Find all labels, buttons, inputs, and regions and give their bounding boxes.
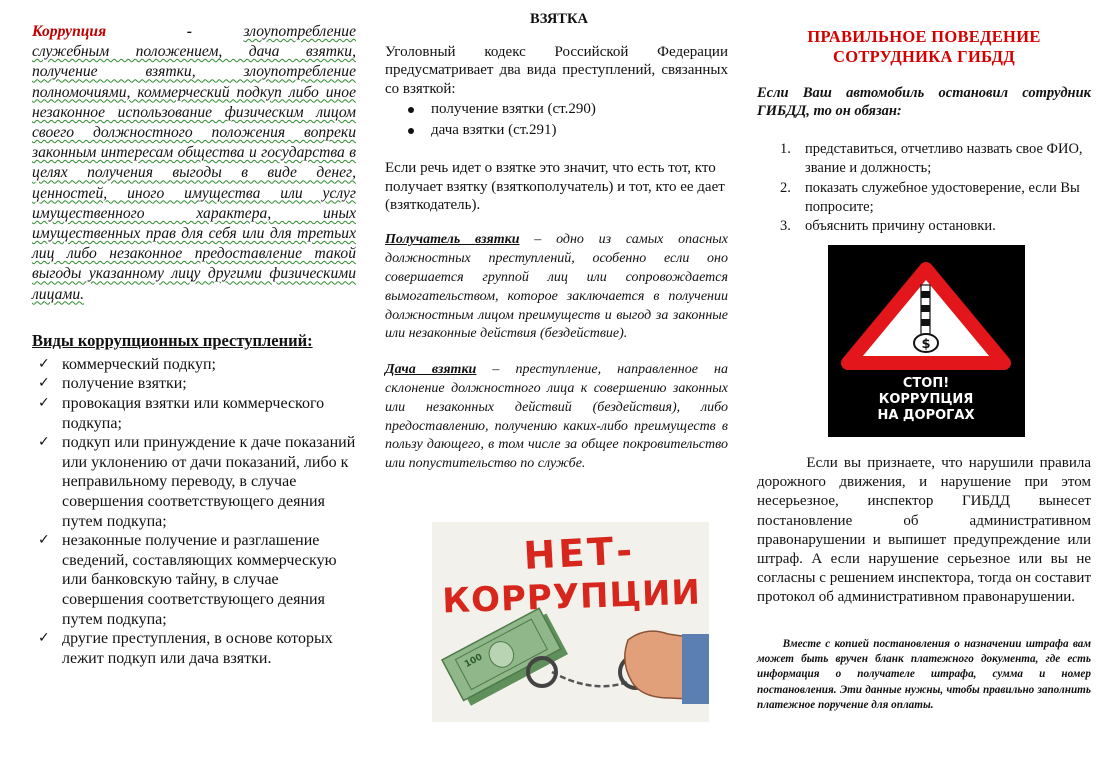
types-item: ✓ провокация взятки или коммерческого подкупа;	[38, 395, 325, 432]
duty-item: 2. показать служебное удостоверение, если Вы попросите;	[780, 179, 1080, 215]
giving-term: Дача взятки	[385, 362, 477, 378]
checkmark-icon: ✓	[38, 434, 50, 451]
crime-item: дача взятки (ст.291)	[407, 120, 728, 141]
traffic-police-title: ПРАВИЛЬНОЕ ПОВЕДЕНИЕ СОТРУДНИКА ГИБДД	[807, 27, 1041, 66]
giving-paragraph	[385, 361, 728, 474]
poster-line1: НЕТ-	[522, 528, 637, 578]
bribe-title: ВЗЯТКА	[530, 11, 588, 27]
column-bribe	[385, 0, 728, 772]
dollar-icon: $	[921, 337, 931, 352]
fine-explanation: Если вы признаете, что нарушили правила дорожного движения, и нарушение при этом несерьезное, инспектор ГИБДД вынесет постановление об административном правонарушении и выпишет предупреждение или штраф. А если нарушение серьезное или вы не согласны с решением инспектора, тогда он составит протокол об административном правонарушении.	[757, 455, 1092, 606]
poster-line2: КОРРУПЦИИ	[441, 572, 702, 622]
checkmark-icon: ✓	[38, 532, 50, 549]
checkmark-icon: ✓	[38, 375, 50, 392]
types-list	[32, 355, 356, 669]
criminal-code-intro: Уголовный кодекс Российской Федерации предусматривает два вида преступлений, связанных со взяткой:	[385, 44, 728, 97]
bribe-explanation: Если речь идет о взятке это значит, что есть тот, кто получает взятку (взяткополучатель) и тот, кто ее дает (взяткодатель).	[385, 160, 725, 214]
column-traffic-police	[757, 0, 1091, 772]
stop-corruption-sign	[828, 245, 1025, 437]
payment-note: Вместе с копией постановления о назначении штрафа вам может быть вручен бланк платежного документа, где есть информация о получателе штрафа, сумма и номер постановления. Эти данные нужны, чтобы правильно заполнить платежное поручение для оплаты.	[757, 638, 1092, 711]
sleeve	[682, 634, 709, 704]
column-corruption	[32, 0, 356, 668]
types-item: ✓ подкуп или принуждение к даче показаний или уклонению от дачи показаний, либо к неправильному переводу, в случае совершения соответствующего деяния путем подкупа;	[38, 434, 356, 530]
corruption-definition	[32, 22, 356, 305]
checkmark-icon: ✓	[38, 395, 50, 412]
no-corruption-poster	[432, 522, 709, 722]
duty-item: 1. представиться, отчетливо назвать свое ФИО, звание и должность;	[780, 141, 1083, 177]
handcuffed-money-illustration	[432, 522, 709, 722]
sign-line3: НА ДОРОГАХ	[877, 408, 975, 423]
types-item: ✓ коммерческий подкуп;	[38, 355, 216, 373]
giving-text: – преступление, направленное на склонение должностного лица к совершению законных или незаконных действий (бездействия), либо предоставлению, получению каких-либо преимуществ в пользу дающего, в том числе за общее покровительство или попустительство по службе.	[385, 362, 728, 472]
types-item: ✓ получение взятки;	[38, 375, 187, 393]
definition-dash: -	[186, 23, 193, 40]
stop-subtitle: Если Ваш автомобиль остановил сотрудник ГИБДД, то он обязан:	[757, 85, 1091, 119]
types-item: ✓ другие преступления, в основе которых лежит подкуп или дача взятки.	[38, 630, 333, 667]
definition-text: злоупотребление служебным положением, дача взятки, получение взятки, злоупотребление полномочиями, коммерческий подкуп либо иное незаконное использование физическим лицом своего должностного положения вопреки законным интересам общества и государства в целях получения выгоды в виде денег, ценностей, иного имущества или услуг имущественного характера, иных имущественных прав для себя или для третьих лиц либо незаконное предоставление такой выгоды указанному лицу другими физическими лицами.	[32, 23, 356, 303]
receiver-paragraph	[385, 231, 728, 344]
types-item: ✓ незаконные получение и разглашение сведений, составляющих коммерческую или банковскую тайну, в случае совершения соответствующего деяния путем подкупа;	[38, 532, 337, 628]
warning-triangle-icon	[828, 245, 1025, 437]
corruption-term: Коррупция	[32, 23, 107, 40]
checkmark-icon: ✓	[38, 630, 50, 647]
sign-line1: СТОП!	[902, 376, 950, 391]
crimes-list	[385, 99, 728, 141]
types-heading: Виды коррупционных преступлений:	[32, 330, 313, 350]
receiver-term: Получатель взятки	[385, 232, 520, 248]
duty-item: 3. объяснить причину остановки.	[780, 218, 996, 234]
receiver-text: – одно из самых опасных должностных преступлений, особенно если оно совершается группой лиц или сопровождается вымогательством, которое заключается в получении должностным лицом преимуществ и выгод за законные или незаконные действия (бездействие).	[385, 232, 729, 342]
svg-text:100: 100	[463, 652, 485, 671]
crime-item: получение взятки (ст.290)	[407, 99, 728, 120]
sign-line2: КОРРУПЦИЯ	[878, 392, 974, 407]
duties-list	[757, 140, 1091, 236]
checkmark-icon: ✓	[38, 355, 50, 372]
